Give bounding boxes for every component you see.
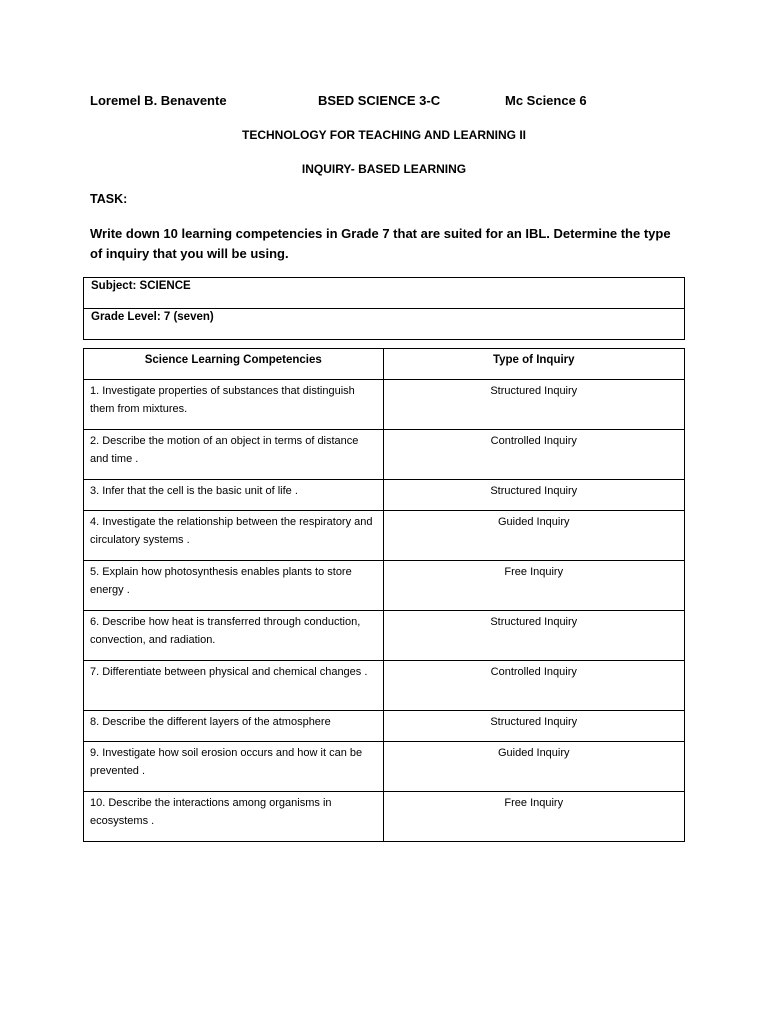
competency-cell: 1. Investigate properties of substances that distinguish them from mixtures. — [84, 380, 384, 430]
course-section: BSED SCIENCE 3-C — [318, 93, 441, 108]
competency-cell: 7. Differentiate between physical and chemical changes . — [84, 661, 384, 711]
table-header-row — [84, 349, 685, 380]
competency-cell: 4. Investigate the relationship between the respiratory and circulatory systems . — [84, 511, 384, 561]
inquiry-type-cell: Free Inquiry — [383, 792, 684, 842]
competency-cell: 2. Describe the motion of an object in terms of distance and time . — [84, 430, 384, 480]
student-name: Loremel B. Benavente — [90, 93, 227, 108]
inquiry-type-cell: Structured Inquiry — [383, 380, 684, 430]
column-header-inquiry: Type of Inquiry — [383, 349, 684, 380]
column-header-competencies: Science Learning Competencies — [84, 349, 384, 380]
inquiry-type-cell: Structured Inquiry — [383, 480, 684, 511]
competency-cell: 9. Investigate how soil erosion occurs and how it can be prevented . — [84, 742, 384, 792]
competency-cell: 3. Infer that the cell is the basic unit of life . — [84, 480, 384, 511]
table-row — [84, 611, 685, 661]
table-row — [84, 661, 685, 711]
grade-row — [84, 309, 685, 340]
table-row — [84, 711, 685, 742]
inquiry-type-cell: Guided Inquiry — [383, 511, 684, 561]
task-instructions: Write down 10 learning competencies in Grade 7 that are suited for an IBL. Determine the type of inquiry that you will be using. — [90, 226, 671, 261]
class-name: Mc Science 6 — [505, 93, 587, 108]
subject-cell: Subject: SCIENCE — [84, 278, 685, 309]
inquiry-type-cell: Structured Inquiry — [383, 611, 684, 661]
competency-cell: 5. Explain how photosynthesis enables plants to store energy . — [84, 561, 384, 611]
table-row — [84, 742, 685, 792]
competencies-table — [83, 348, 685, 842]
grade-level-cell: Grade Level: 7 (seven) — [84, 309, 685, 340]
inquiry-type-cell: Structured Inquiry — [383, 711, 684, 742]
document-title: TECHNOLOGY FOR TEACHING AND LEARNING II — [241, 128, 526, 142]
competency-cell: 8. Describe the different layers of the atmosphere — [84, 711, 384, 742]
inquiry-type-cell: Controlled Inquiry — [383, 661, 684, 711]
inquiry-type-cell: Controlled Inquiry — [383, 430, 684, 480]
table-row — [84, 430, 685, 480]
inquiry-type-cell: Free Inquiry — [383, 561, 684, 611]
competency-cell: 10. Describe the interactions among organisms in ecosystems . — [84, 792, 384, 842]
info-table — [83, 277, 685, 340]
table-row — [84, 511, 685, 561]
table-row — [84, 480, 685, 511]
table-row — [84, 561, 685, 611]
table-row — [84, 792, 685, 842]
table-row — [84, 380, 685, 430]
competency-cell: 6. Describe how heat is transferred through conduction, convection, and radiation. — [84, 611, 384, 661]
inquiry-type-cell: Guided Inquiry — [383, 742, 684, 792]
task-label: TASK: — [90, 192, 128, 206]
subject-row — [84, 278, 685, 309]
document-subtitle: INQUIRY- BASED LEARNING — [301, 162, 467, 176]
